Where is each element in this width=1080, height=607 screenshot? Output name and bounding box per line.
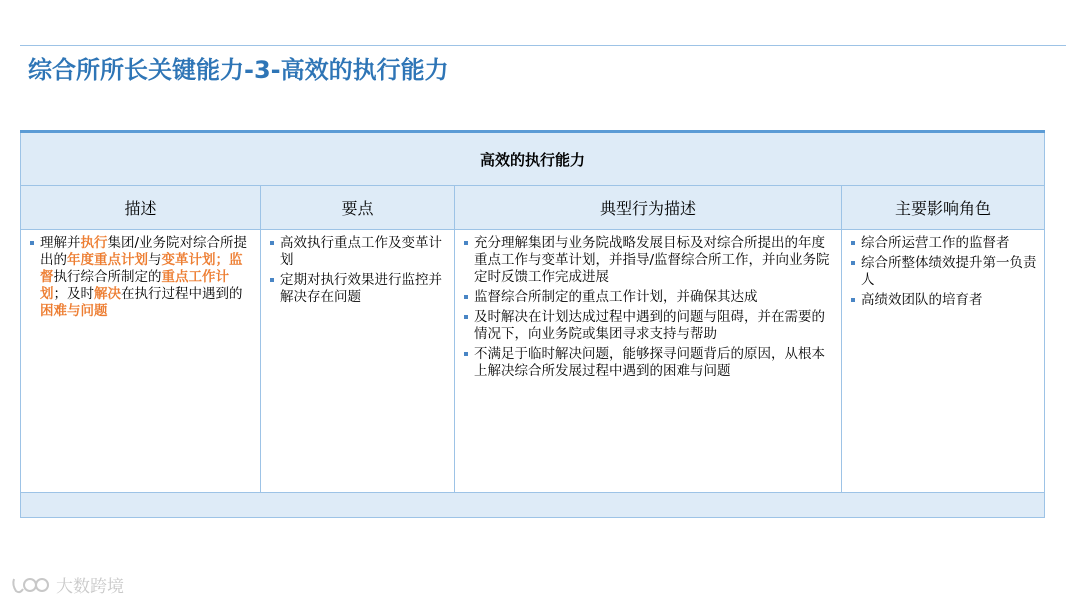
top-divider (20, 45, 1066, 46)
roles-cell (842, 230, 1045, 493)
description-text: 执行综合所制定的 (53, 269, 162, 285)
description-text: 理解并 (40, 235, 81, 251)
watermark-logo-icon (10, 575, 50, 595)
table-header-row (21, 186, 1045, 230)
behavior-item: 不满足于临时解决问题，能够探寻问题背后的原因，从根本上解决综合所发展过程中遇到的困难与问题 (463, 346, 835, 380)
table-body-row (21, 230, 1045, 493)
description-item (29, 235, 254, 320)
description-text: ；及时 (53, 286, 94, 302)
table-title-row (21, 132, 1045, 186)
header-roles: 主要影响角色 (842, 186, 1045, 230)
description-text: 集团/业务院对综合所提出的 (40, 235, 248, 268)
role-item: 高绩效团队的培育者 (850, 292, 1038, 309)
behavior-item: 充分理解集团与业务院战略发展目标及对综合所提出的年度重点工作与变革计划，并指导/监督综合所工作，并向业务院定时反馈工作完成进展 (463, 235, 835, 286)
role-item: 综合所运营工作的监督者 (850, 235, 1038, 252)
highlight-text: 解决 (94, 286, 121, 302)
header-description: 描述 (21, 186, 261, 230)
key-point-item: 定期对执行效果进行监控并解决存在问题 (269, 272, 448, 306)
behavior-item: 及时解决在计划达成过程中遇到的问题与阻碍，并在需要的情况下，向业务院或集团寻求支持与帮助 (463, 309, 835, 343)
watermark (10, 572, 124, 597)
competency-table (20, 130, 1045, 518)
highlight-text: 年度重点计划 (67, 252, 148, 268)
behavior-item: 监督综合所制定的重点工作计划，并确保其达成 (463, 289, 835, 306)
behaviors-cell (455, 230, 842, 493)
key-points-cell (261, 230, 455, 493)
role-item: 综合所整体绩效提升第一负责人 (850, 255, 1038, 289)
page-title: 综合所所长关键能力-3-高效的执行能力 (28, 56, 449, 84)
watermark-text: 大数跨境 (56, 577, 124, 597)
highlight-text: 变革计划；监督 (40, 252, 243, 285)
header-key-points: 要点 (261, 186, 455, 230)
description-text: 在执行过程中遇到的 (121, 286, 243, 302)
description-text: 与 (148, 252, 162, 268)
highlight-text: 困难与问题 (40, 303, 108, 319)
header-behaviors: 典型行为描述 (455, 186, 842, 230)
table-footer-row (21, 493, 1045, 518)
description-cell (21, 230, 261, 493)
key-point-item: 高效执行重点工作及变革计划 (269, 235, 448, 269)
table-footer (21, 493, 1045, 518)
highlight-text: 重点工作计划 (40, 269, 229, 302)
table-title: 高效的执行能力 (21, 132, 1045, 186)
highlight-text: 执行 (80, 235, 108, 251)
